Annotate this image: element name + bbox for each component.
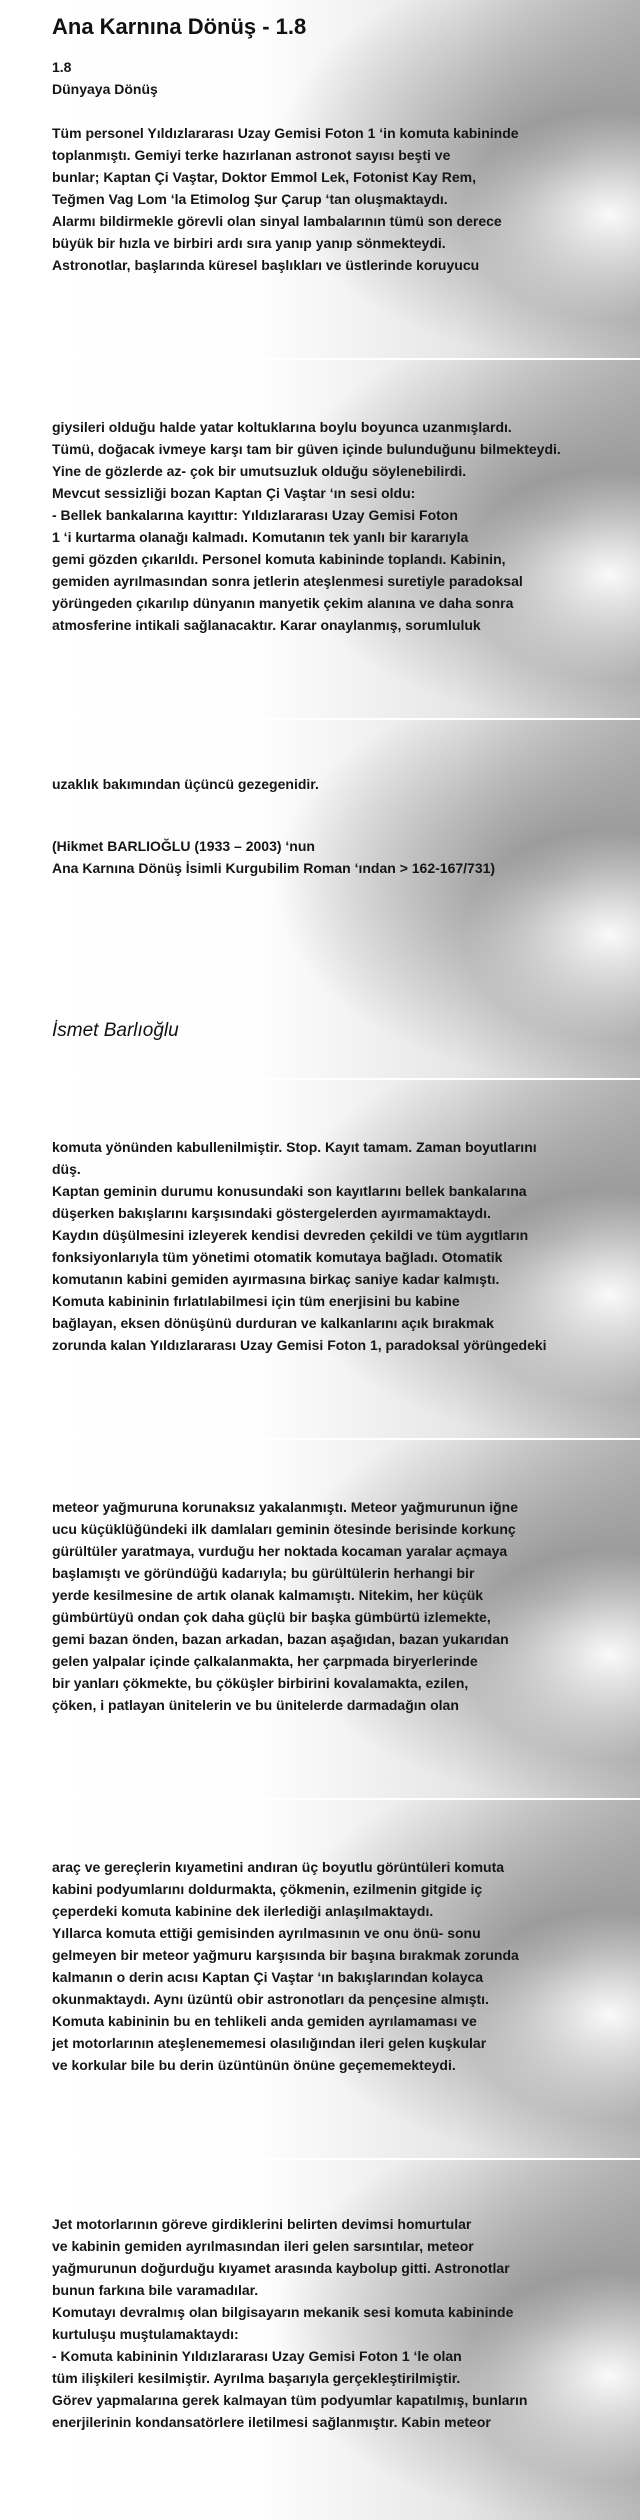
author-signature: İsmet Barlıoğlu [52, 1020, 179, 1041]
text-line: - Bellek bankalarına kayıttır: Yıldızlararası Uzay Gemisi Foton [52, 507, 458, 523]
text-line: araç ve gereçlerin kıyametini andıran üç boyutlu görüntüleri komuta [52, 1859, 505, 1875]
document-panel-5 [0, 1440, 640, 1798]
text-line: ve kabinin gemiden ayrılmasından ileri gelen sarsıntılar, meteor [52, 2238, 474, 2254]
text-line: Astronotlar, başlarında küresel başlıkları ve üstlerinde koruyucu [52, 257, 480, 273]
text-line: gelen yalpalar içinde çalkalanmakta, her çarpmada biryerlerinde [52, 1653, 478, 1669]
document-panel-2 [0, 360, 640, 718]
document-panel-1 [0, 0, 640, 358]
text-line: okunmaktaydı. Aynı üzüntü obir astronotları da pençesine almıştı. [52, 1991, 489, 2007]
text-line: giysileri olduğu halde yatar koltuklarına boylu boyunca uzanmışlardı. [52, 419, 512, 435]
text-line: meteor yağmuruna korunaksız yakalanmıştı. Meteor yağmurunun iğne [52, 1499, 519, 1515]
text-line: Kaydın düşülmesini izleyerek kendisi devreden çekildi ve tüm aygıtların [52, 1227, 529, 1243]
text-line: Mevcut sessizliği bozan Kaptan Çi Vaştar ‘ın sesi oldu: [52, 485, 416, 501]
text-line: çeperdeki komuta kabinine dek ilerlediği anlaşılmaktaydı. [52, 1903, 434, 1919]
text-line: Komuta kabininin fırlatılabilmesi için tüm enerjisini bu kabine [52, 1293, 460, 1309]
text-line: gelmeyen bir meteor yağmuru karşısında bir başına bırakmak zorunda [52, 1947, 519, 1963]
document-title: Ana Karnına Dönüş - 1.8 [52, 14, 307, 39]
text-line: çöken, i patlayan ünitelerin ve bu ünitelerde darmadağın olan [52, 1697, 459, 1713]
text-line: başlamıştı ve göründüğü kadarıyla; bu gürültülerin herhangi bir [52, 1565, 475, 1581]
text-line: büyük bir hızla ve birbiri ardı sıra yanıp yanıp sönmekteydi. [52, 235, 446, 251]
text-line: düş. [52, 1161, 81, 1177]
text-line: kalmanın o derin acısı Kaptan Çi Vaştar ‘ın bakışlarından kolayca [52, 1969, 484, 1985]
text-line: gümbürtüyü ondan çok daha güçlü bir başka gümbürtü izlemekte, [52, 1609, 491, 1625]
document-panel-7 [0, 2160, 640, 2520]
text-line: komuta yönünden kabullenilmiştir. Stop. Kayıt tamam. Zaman boyutlarını [52, 1139, 537, 1155]
text-line: tüm ilişkileri kesilmiştir. Ayrılma başarıyla gerçekleştirilmiştir. [52, 2370, 461, 2386]
text-line: Alarmı bildirmekle görevli olan sinyal lambalarının tümü son derece [52, 213, 502, 229]
text-line: gemiden ayrılmasından sonra jetlerin ateşlenmesi suretiyle paradoksal [52, 573, 523, 589]
text-line: jet motorlarının ateşlenememesi olasılığından ileri gelen kuşkular [52, 2035, 487, 2051]
text-line: Kaptan geminin durumu konusundaki son kayıtlarını bellek bankalarına [52, 1183, 527, 1199]
text-line: yağmurunun doğurduğu kıyamet arasında kaybolup gitti. Astronotlar [52, 2260, 510, 2276]
text-line: toplanmıştı. Gemiyi terke hazırlanan astronot sayısı beşti ve [52, 147, 451, 163]
text-line: 1 ‘i kurtarma olanağı kalmadı. Komutanın tek yanlı bir kararıyla [52, 529, 469, 545]
document-panel-6 [0, 1800, 640, 2158]
document-panel-3 [0, 720, 640, 1078]
text-line: 1.8 [52, 59, 72, 75]
text-line: - Komuta kabininin Yıldızlararası Uzay Gemisi Foton 1 ‘le olan [52, 2348, 462, 2364]
text-line: yerde kesilmesine de artık olanak kalmamıştı. Nitekim, her küçük [52, 1587, 484, 1603]
text-line: Dünyaya Dönüş [52, 81, 158, 97]
document-panel-4 [0, 1080, 640, 1438]
text-line: zorunda kalan Yıldızlararası Uzay Gemisi Foton 1, paradoksal yörüngedeki [52, 1337, 547, 1353]
text-line: bir yanları çökmekte, bu çöküşler birbirini kovalamakta, ezilen, [52, 1675, 469, 1691]
text-line: kurtuluşu muştulamaktaydı: [52, 2326, 239, 2342]
text-line: Görev yapmalarına gerek kalmayan tüm podyumlar kapatılmış, bunların [52, 2392, 528, 2408]
text-line: uzaklık bakımından üçüncü gezegenidir. [52, 776, 319, 792]
text-line: Jet motorlarının göreve girdiklerini belirten devimsi homurtular [52, 2216, 472, 2232]
text-line: Komuta kabininin bu en tehlikeli anda gemiden ayrılamaması ve [52, 2013, 477, 2029]
text-line: gürültüler yaratmaya, vurduğu her noktada kocaman yaralar açmaya [52, 1543, 508, 1559]
text-line: ve korkular bile bu derin üzüntünün önüne geçememekteydi. [52, 2057, 456, 2073]
text-line: kabini podyumlarını doldurmakta, çökmenin, ezilmenin gitgide iç [52, 1881, 483, 1897]
text-line: Tüm personel Yıldızlararası Uzay Gemisi Foton 1 ‘in komuta kabininde [52, 125, 519, 141]
text-line: atmosferine intikali sağlanacaktır. Karar onaylanmış, sorumluluk [52, 617, 481, 633]
text-line: Komutayı devralmış olan bilgisayarın mekanik sesi komuta kabininde [52, 2304, 514, 2320]
text-line: Yine de gözlerde az- çok bir umutsuzluk olduğu söylenebilirdi. [52, 463, 467, 479]
text-line: yörüngeden çıkarılıp dünyanın manyetik çekim alanına ve daha sonra [52, 595, 514, 611]
text-line: bağlayan, eksen dönüşünü durduran ve kalkanlarını açık bırakmak [52, 1315, 494, 1331]
text-line: düşerken bakışlarını karşısındaki göstergelerden ayırmamaktaydı. [52, 1205, 491, 1221]
text-line: gemi bazan önden, bazan arkadan, bazan aşağıdan, bazan yukarıdan [52, 1631, 509, 1647]
text-line: Ana Karnına Dönüş İsimli Kurgubilim Roman ‘ından > 162-167/731) [52, 860, 496, 876]
text-line: fonksiyonlarıyla tüm yönetimi otomatik komutaya bağladı. Otomatik [52, 1249, 503, 1265]
text-line: (Hikmet BARLIOĞLU (1933 – 2003) ‘nun [52, 838, 315, 854]
text-line: enerjilerinin kondansatörlere iletilmesi sağlanmıştır. Kabin meteor [52, 2414, 491, 2430]
text-line: ucu küçüklüğündeki ilk damlaları geminin ötesinde berisinde korkunç [52, 1521, 516, 1537]
text-line: bunun farkına bile varamadılar. [52, 2282, 259, 2298]
text-line: gemi gözden çıkarıldı. Personel komuta kabininde toplandı. Kabinin, [52, 551, 506, 567]
text-line: Tümü, doğacak ivmeye karşı tam bir güven içinde bulunduğunu bilmekteydi. [52, 441, 561, 457]
text-line: Teğmen Vag Lom ‘la Etimolog Şur Çarup ‘tan oluşmaktaydı. [52, 191, 448, 207]
text-line: komutanın kabini gemiden ayırmasına birkaç saniye kadar kalmıştı. [52, 1271, 500, 1287]
text-line: Yıllarca komuta ettiği gemisinden ayrılmasının ve onu önü- sonu [52, 1925, 481, 1941]
text-line: bunlar; Kaptan Çi Vaştar, Doktor Emmol Lek, Fotonist Kay Rem, [52, 169, 476, 185]
